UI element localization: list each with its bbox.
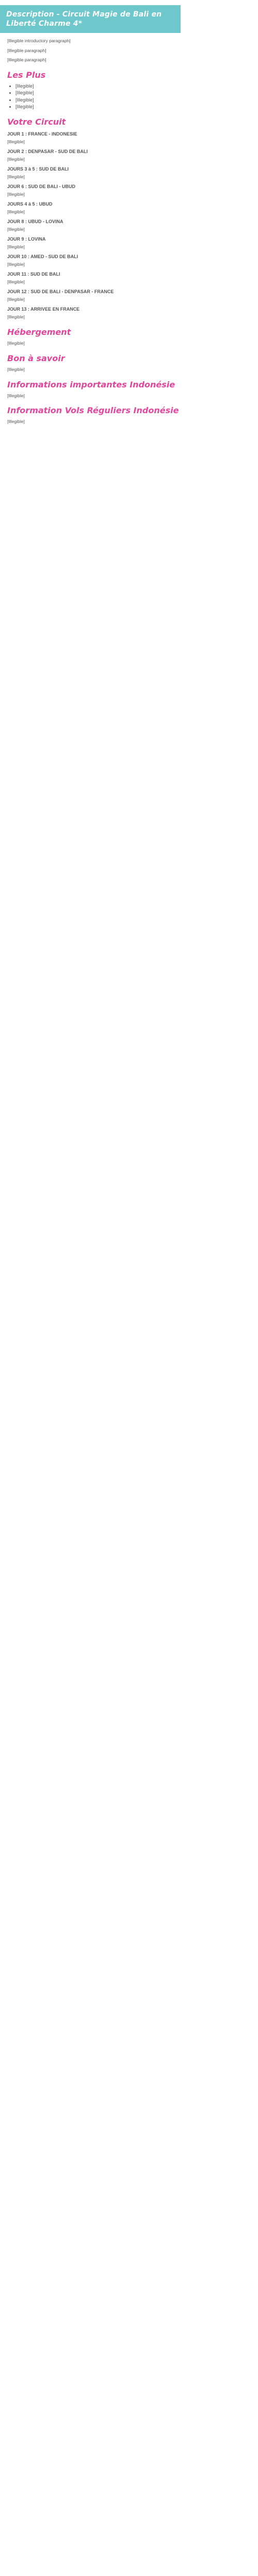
day-title: JOUR 9 : LOVINA (7, 236, 46, 242)
header-banner (0, 5, 181, 33)
plus-item: • [Illegible] (15, 90, 251, 96)
section-title-bonavoir: Bon à savoir (7, 353, 65, 363)
day-title: JOURS 4 à 5 : UBUD (7, 201, 53, 207)
section-title-infos: Informations importantes Indonésie (7, 379, 175, 389)
day-body: [Illegible] (7, 244, 25, 250)
plus-item: • [Illegible] (15, 83, 251, 89)
day-body: [Illegible] (7, 139, 25, 145)
banner-title (6, 10, 174, 28)
day-title: JOURS 3 à 5 : SUD DE BALI (7, 166, 69, 172)
day-title: JOUR 1 : FRANCE - INDONESIE (7, 131, 77, 137)
banner-title-line2: Liberté Charme 4* (6, 19, 83, 28)
content (0, 33, 258, 439)
section-title-hebergement: Hébergement (7, 327, 71, 337)
day-title: JOUR 11 : SUD DE BALI (7, 272, 60, 277)
day-body: [Illegible] (7, 192, 25, 197)
day-title: JOUR 10 : AMED - SUD DE BALI (7, 254, 78, 260)
vols-reguliers-body: [Illegible] (7, 419, 25, 425)
intro-paragraph-2: [Illegible paragraph] (7, 47, 46, 53)
day-body: [Illegible] (7, 209, 25, 215)
bonavoir-body: [Illegible] (7, 366, 25, 372)
infos-body: [Illegible] (7, 393, 25, 398)
day-body: [Illegible] (7, 262, 25, 267)
section-title-vols-reguliers: Information Vols Réguliers Indonésie (7, 405, 179, 416)
day-body: [Illegible] (7, 314, 25, 320)
day-title: JOUR 13 : ARRIVEE EN FRANCE (7, 307, 80, 312)
plus-item: • [Illegible] (15, 104, 251, 110)
day-body: [Illegible] (7, 157, 25, 162)
section-title-plus: Les Plus (7, 70, 46, 80)
circuit-days (7, 131, 251, 320)
day-title: JOUR 8 : UBUD - LOVINA (7, 219, 63, 225)
intro-paragraph-1: [Illegible introductory paragraph] (7, 38, 71, 43)
day-body: [Illegible] (7, 279, 25, 285)
day-body: [Illegible] (7, 174, 25, 180)
banner-title-line1: Description - Circuit Magie de Bali en (6, 10, 162, 19)
day-body: [Illegible] (7, 297, 25, 302)
day-title: JOUR 12 : SUD DE BALI - DENPASAR - FRANCE (7, 289, 114, 295)
hebergement-body: [Illegible] (7, 341, 25, 346)
page (0, 5, 258, 439)
day-body: [Illegible] (7, 227, 25, 232)
section-title-circuit: Votre Circuit (7, 117, 66, 127)
day-title: JOUR 2 : DENPASAR - SUD DE BALI (7, 149, 88, 155)
plus-list (15, 83, 251, 110)
day-title: JOUR 6 : SUD DE BALI - UBUD (7, 184, 76, 190)
intro-paragraph-3: [Illegible paragraph] (7, 57, 46, 63)
plus-item: • [Illegible] (15, 97, 251, 103)
